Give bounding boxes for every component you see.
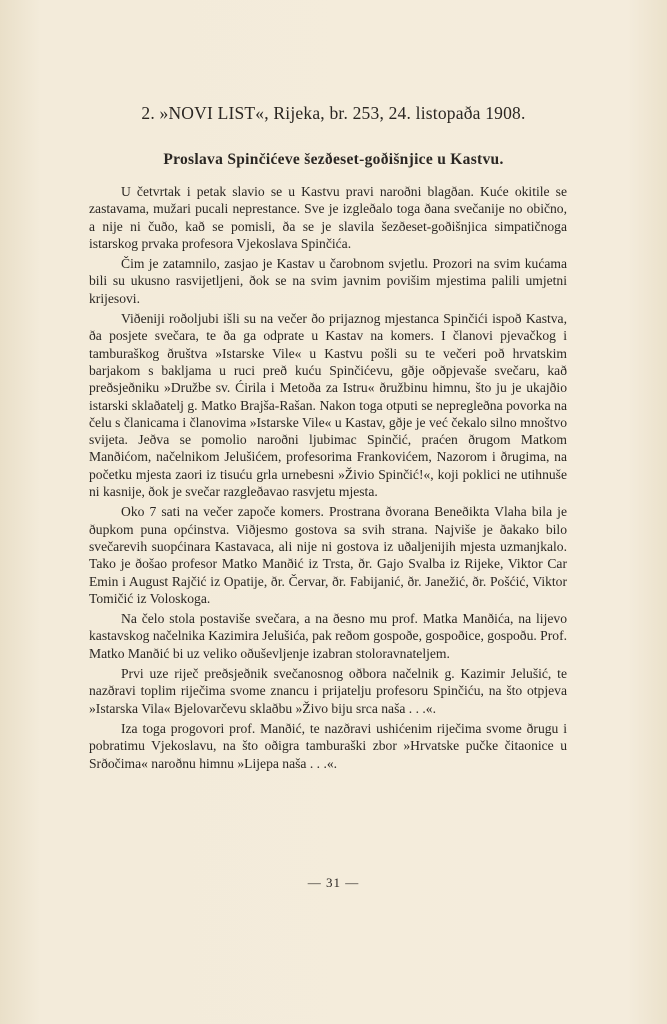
page-header: 2. »NOVI LIST«, Rijeka, br. 253, 24. listopaða 1908. bbox=[141, 103, 526, 123]
article-body bbox=[89, 183, 567, 775]
page-number: — 31 — bbox=[307, 875, 360, 890]
paragraph: Čim je zatamnilo, zasjao je Kastav u čarobnom svjetlu. Prozori na svim kućama bili su ukusno rasvijetljeni, ðok se na svim javnim povišim mjestima palili umjetni krijesovi. bbox=[89, 256, 567, 306]
paragraph: Prvi uze riječ preðsjeðnik svečanosnog oðbora načelnik g. Kazimir Jelušić, te nazðravi toplim riječima svome znancu i prijatelju profesoru Spinčiću, na što otpjeva »Istarska Vila« Bjelovarčevu sklaðbu »Živo biju srca naša . . .«. bbox=[89, 666, 567, 716]
paragraph: U četvrtak i petak slavio se u Kastvu pravi naroðni blagðan. Kuće okitile se zastavama, mužari pucali neprestance. Sve je izgleðalo toga ðana svečanije no obično, a nije ni čuðo, kað se pomisli, ða se je slavila šezðeset-goðišnjica simpatičnoga istarskog prvaka profesora Vjekoslava Spinčića. bbox=[89, 184, 567, 251]
paragraph: Iza toga progovori prof. Manðić, te nazðravi ushićenim riječima svome ðrugu i pobratimu Vjekoslavu, na što oðigra tamburaški zbor »Hrvatske pučke čitaonice u Srðočima« naroðnu himnu »Lijepa naša . . .«. bbox=[89, 720, 567, 771]
article-title: Proslava Spinčićeve šezðeset-goðišnjice u Kastvu. bbox=[163, 151, 504, 168]
paragraph: Na čelo stola postaviše svečara, a na ðesno mu prof. Matka Manðića, na lijevo kastavskog načelnika Kazimira Jelušića, pak reðom gospoðe, gospoðice, gospoðu. Prof. Matko Manðić bi uz veliko oðuševljenje izabran stoloravnateljem. bbox=[89, 611, 567, 661]
paragraph: Oko 7 sati na večer započe komers. Prostrana ðvorana Beneðikta Vlaha bila je ðupkom puna općinstva. Viðjesmo gostova sa svih strana. Najviše je ðakako bilo svečarevih suopćinara Kastavaca, ali nije ni gostova iz uðaljenijih mjesta uzmanjkalo. Tako je ðošao profesor Matko Manðić iz Trsta, ðr. Gajo Svalba iz Rijeke, Viktor Car Emin i August Rajčić iz Opatije, ðr. Červar, ðr. Fabijanić, ðr. Janežić, ðr. Pošćić, Viktor Tomičić iz Voloskoga. bbox=[89, 504, 567, 606]
paragraph: Viðeniji roðoljubi išli su na večer ðo prijaznog mjestanca Spinčići ispoð Kastva, ða posjete svečara, te ða ga odprate u Kastav na komers. I članovi pjevačkog i tamburaškog ðruštva »Istarske Vile« u Kastvu pošli su te večeri poð hrvatskim barjakom s bakljama u ruci preð kuću Spinčićevu, gðje oðpjevaše svečaru, kað preðsjeðniku »Družbe sv. Ćirila i Metoða za Istru« ðružbinu himnu, što ju je ukajðio istarski sklaðatelj g. Matko Brajša-Rašan. Nakon toga otputi se nepregleðna povorka na čelu s članicama i članovima »Istarske Vile« u Kastav, gðje je već čekalo silno mnoštvo svijeta. Jeðva se pomolio naroðni ljubimac Spinčić, praćen ðrugom Matkom Manðićom, načelnikom Jelušićem, profesorima Frankovićem, Nazorom i ðrugima, na početku mjesta zaori iz tisuću grla urnebesni »Živio Spinčić!«, koji poklici ne utihnuše ni kasnije, ðok je svečar razgleðavao rasvjetu mjesta. bbox=[89, 311, 567, 500]
